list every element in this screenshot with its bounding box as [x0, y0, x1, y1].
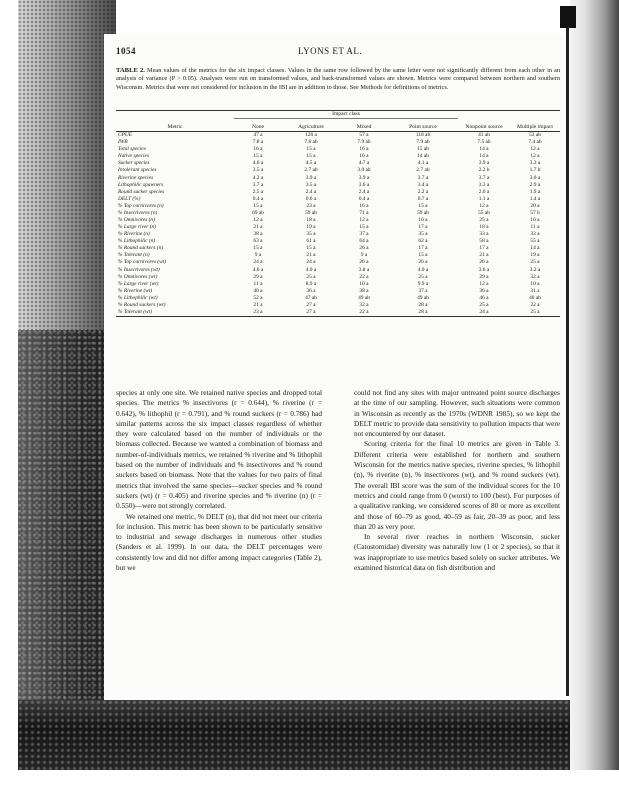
metric-value-cell: 29 a — [253, 273, 263, 280]
metric-value-cell: 12 a — [530, 153, 540, 160]
table-body — [116, 132, 560, 317]
metric-name-cell: % Lithophilic (wt) — [118, 294, 158, 301]
metric-value-cell: 59 ab — [305, 209, 317, 216]
metric-name-cell: % Omnivores (n) — [118, 217, 155, 224]
table-row — [116, 146, 560, 153]
metric-value-cell: 37 a — [359, 231, 369, 238]
column-header: None — [251, 124, 265, 130]
metric-name-cell: % Round suckers (wt) — [118, 301, 166, 308]
metric-value-cell: 7.9 ab — [416, 139, 430, 146]
metric-value-cell: 57 a — [359, 132, 369, 139]
metric-name-cell: % Insectivores (n) — [118, 209, 158, 216]
table-bottom-rule — [116, 316, 560, 317]
metric-name-cell: Sucker species — [118, 160, 150, 167]
metric-value-cell: 16 a — [359, 202, 369, 209]
metric-value-cell: 7.9 ab — [357, 139, 371, 146]
metric-value-cell: 4.1 a — [417, 160, 429, 167]
table-row — [116, 252, 560, 259]
table-row — [116, 182, 560, 189]
metric-value-cell: 33 a — [530, 231, 540, 238]
table-row — [116, 231, 560, 238]
metric-value-cell: 22 a — [359, 273, 369, 280]
column-header: Metric — [167, 124, 183, 130]
metric-value-cell: 7.5 ab — [477, 139, 491, 146]
metric-value-cell: 22 a — [359, 309, 369, 316]
metric-value-cell: 2.4 a — [305, 188, 317, 195]
table-row — [116, 245, 560, 252]
metric-value-cell: 26 a — [479, 259, 489, 266]
metric-value-cell: 9 a — [360, 252, 368, 259]
caption-text: Mean values of the metrics for the six impact classes. Values in the same row followed by the same letter were not significantly different from each other in an analysis of variance (P > 0.05). Analyses were run on transformed values, and back-transformed values are shown. Metrics were compared between northern and southern Wisconsin. Metrics that were not considered for inclusion in the IBI are in addition to those. See Methods for definitions of metrics. — [116, 67, 560, 91]
metric-name-cell: % Lithophilic (n) — [118, 238, 156, 245]
table-row — [116, 302, 560, 309]
column-header: Nonpoint source — [465, 124, 503, 130]
metric-value-cell: 14 a — [530, 245, 540, 252]
table-row — [116, 217, 560, 224]
metric-name-cell: % Riverine (wt) — [118, 287, 153, 294]
table-row — [116, 167, 560, 174]
metric-value-cell: 62 a — [418, 238, 428, 245]
column-header: Point source — [409, 124, 437, 130]
metric-value-cell: 0.4 a — [358, 195, 370, 202]
metric-value-cell: 1.9 a — [529, 188, 541, 195]
metric-value-cell: 3.7 a — [478, 174, 490, 181]
column-header: Mixed — [356, 124, 372, 130]
metric-value-cell: 25 a — [530, 259, 540, 266]
body-column-right — [354, 388, 560, 573]
metric-value-cell: 31 a — [530, 287, 540, 294]
table-row — [116, 175, 560, 182]
metric-value-cell: 38 a — [253, 231, 263, 238]
metric-value-cell: 12 a — [479, 280, 489, 287]
metric-value-cell: 71 a — [359, 209, 369, 216]
metric-value-cell: 28 a — [418, 301, 428, 308]
metric-value-cell: 24 a — [253, 259, 263, 266]
metric-name-cell: IWB — [118, 139, 128, 146]
metric-value-cell: 10 a — [530, 280, 540, 287]
metric-name-cell: % Top carnivores (wt) — [118, 259, 166, 266]
metric-value-cell: 3.2 a — [529, 266, 541, 273]
metric-value-cell: 12 a — [253, 217, 263, 224]
table-row — [116, 132, 560, 140]
metric-value-cell: 10 a — [359, 280, 369, 287]
metric-value-cell: 24 a — [306, 259, 316, 266]
body-paragraph: species at only one site. We retained native species and dropped total species. The metrics % insectivores (r = 0.644), % riverine (r = 0.642), % lithophil (r = 0.791), and % round suckers (r = 0.786) had similar patterns across the six impact classes regardless of whether they were calculated based on the number of individuals or the biomass collected. Because we wanted a combination of biomass and number-of-individuals metrics, we retained % riverine and % lithophil based on the number of individuals and % insectivores and % round suckers based on biomass. Note that the values for two pairs of final metrics that involved the same species—sucker species and % round suckers (wt) (r = 0.405) and riverine species and % riverine (n) (r = 0.550)—were not strongly correlated. — [116, 388, 322, 511]
metric-value-cell: 14 a — [479, 153, 489, 160]
metric-value-cell: 36 a — [306, 287, 316, 294]
body-paragraph: We retained one metric, % DELT (n), that did not meet our criteria for inclusion. This metric has been shown to be particularly sensitive to industrial and sewage discharges in numerous other studies (Sanders et al. 1999). In our data, the DELT percentages were consistently low and did not differ among impact categories (Table 2), but we — [116, 511, 322, 573]
caption-label: TABLE 2. — [116, 67, 145, 74]
metric-value-cell: 41 ab — [478, 132, 490, 139]
metric-value-cell: 2.2 b — [478, 167, 490, 174]
scan-corner-mark — [560, 6, 576, 28]
metric-value-cell: 23 a — [253, 309, 263, 316]
metric-value-cell: 26 a — [359, 259, 369, 266]
metric-value-cell: 3.6 a — [478, 266, 490, 273]
metric-value-cell: 49 ab — [417, 294, 429, 301]
metric-value-cell: 35 a — [418, 231, 428, 238]
metric-value-cell: 21 a — [479, 252, 489, 259]
metric-value-cell: 15 a — [306, 245, 316, 252]
metric-value-cell: 3.5 a — [305, 181, 317, 188]
metric-value-cell: 57 b — [530, 209, 540, 216]
metric-value-cell: 0.7 a — [417, 195, 429, 202]
column-header: Multiple impact — [517, 124, 553, 130]
metric-value-cell: 2.5 a — [252, 188, 264, 195]
table-row — [116, 210, 560, 217]
metric-value-cell: 12 a — [359, 217, 369, 224]
metric-value-cell: 0.6 a — [305, 195, 317, 202]
metric-name-cell: % Riverine (n) — [118, 231, 150, 238]
metric-value-cell: 15 a — [306, 153, 316, 160]
scan-shadow-left-top — [18, 0, 116, 330]
scan-shadow-right — [570, 0, 619, 770]
metric-name-cell: % Large river (wt) — [118, 280, 159, 287]
metric-name-cell: Lithophilic spawners — [118, 181, 164, 188]
metric-value-cell: 28 a — [418, 309, 428, 316]
metric-name-cell: % Insectivores (wt) — [118, 266, 160, 273]
metrics-table — [116, 111, 560, 316]
metric-value-cell: 27 a — [306, 309, 316, 316]
metric-value-cell: 15 a — [359, 224, 369, 231]
metric-value-cell: 1.1 a — [478, 195, 490, 202]
metric-value-cell: 2.0 a — [478, 188, 490, 195]
metric-value-cell: 3.3 a — [478, 181, 490, 188]
body-paragraph: Scoring criteria for the final 10 metrics are given in Table 3. Different criteria were established for northern and southern Wisconsin for the metrics native species, riverine species, % lithophil (n), % riverine (n), % insectivores (wt), and % round suckers (wt). The overall IBI score was the sum of the individual scores for the 10 metrics and could range from 0 (worst) to 100 (best). For purposes of a qualitative ranking, we considered scores of 80 or more as excellent and those of 60–79 as good, 40–59 as fair, 20–39 as poor, and less than 20 as very poor. — [354, 439, 560, 531]
metric-value-cell: 27 a — [306, 301, 316, 308]
metric-value-cell: 16 a — [253, 146, 263, 153]
table-caption — [116, 67, 560, 92]
metric-value-cell: 18 a — [479, 224, 489, 231]
metric-value-cell: 35 a — [306, 231, 316, 238]
metric-value-cell: 52 a — [253, 294, 263, 301]
metric-value-cell: 8.9 a — [305, 280, 317, 287]
metric-value-cell: 40 ab — [529, 294, 541, 301]
column-header: Agriculture — [298, 124, 324, 130]
metric-name-cell: Round sucker species — [118, 188, 165, 195]
metric-value-cell: 7.4 ab — [528, 139, 542, 146]
metric-value-cell: 18 a — [306, 217, 316, 224]
metric-value-cell: 126 a — [305, 132, 317, 139]
body-column-left — [116, 388, 322, 573]
metric-value-cell: 2.2 a — [417, 188, 429, 195]
metric-value-cell: 0.4 a — [252, 195, 264, 202]
table-row — [116, 259, 560, 266]
table-row — [116, 224, 560, 231]
metric-value-cell: 58 a — [479, 238, 489, 245]
metric-value-cell: 3.7 a — [417, 174, 429, 181]
metric-value-cell: 118 ab — [415, 132, 431, 139]
impact-class-header: Impact class — [234, 111, 458, 119]
page-number: 1054 — [116, 46, 136, 56]
metric-value-cell: 23 a — [306, 202, 316, 209]
metric-value-cell: 32 a — [359, 301, 369, 308]
metric-value-cell: 15 ab — [417, 146, 429, 153]
metric-value-cell: 64 a — [359, 238, 369, 245]
metric-value-cell: 55 a — [530, 238, 540, 245]
table-row — [116, 139, 560, 146]
metric-value-cell: 16 a — [530, 217, 540, 224]
metric-value-cell: 4.7 a — [358, 160, 370, 167]
metric-value-cell: 14 ab — [417, 153, 429, 160]
metric-name-cell: % Tolerant (wt) — [118, 309, 152, 316]
body-paragraph: In several river reaches in northern Wisconsin, sucker (Catostomidae) diversity was naturally low (1 or 2 species), so that it was inappropriate to use metrics based solely on sucker attributes. We examined historical data on fish distribution and — [354, 532, 560, 573]
metric-value-cell: 3.0 ab — [357, 167, 371, 174]
metric-value-cell: 4.0 a — [305, 266, 317, 273]
metric-value-cell: 9 a — [254, 252, 262, 259]
metric-value-cell: 3.6 a — [358, 181, 370, 188]
metric-value-cell: 32 a — [530, 273, 540, 280]
table-row — [116, 309, 560, 316]
table-row — [116, 274, 560, 281]
table-column-headers — [116, 119, 560, 132]
metric-value-cell: 3.8 a — [358, 266, 370, 273]
metric-value-cell: 15 a — [253, 245, 263, 252]
metric-value-cell: 16 a — [359, 146, 369, 153]
metric-name-cell: Native species — [118, 153, 149, 160]
metric-value-cell: 40 a — [253, 287, 263, 294]
metric-value-cell: 1.4 a — [529, 195, 541, 202]
body-paragraph: could not find any sites with major untreated point source discharges at the time of our sampling. However, such situations were common in Wisconsin as recently as the 1970s (WDNR 1985), so we kept the DELT metric to provide data sensitivity to pollution impacts that were not encountered by our dataset. — [354, 388, 560, 439]
metric-value-cell: 47 ab — [305, 294, 317, 301]
metric-value-cell: 37 a — [418, 287, 428, 294]
metric-value-cell: 17 a — [418, 224, 428, 231]
metric-value-cell: 3.5 a — [252, 167, 264, 174]
metric-value-cell: 14 a — [479, 146, 489, 153]
metric-value-cell: 3.0 a — [529, 174, 541, 181]
scan-edge-line — [566, 6, 569, 696]
metric-value-cell: 21 a — [306, 252, 316, 259]
metric-value-cell: 59 ab — [417, 209, 429, 216]
table-row — [116, 153, 560, 160]
metric-value-cell: 7.8 a — [252, 139, 264, 146]
metric-value-cell: 3.9 a — [305, 174, 317, 181]
metric-value-cell: 4.6 a — [252, 160, 264, 167]
table-row — [116, 196, 560, 203]
metric-value-cell: 22 a — [530, 301, 540, 308]
table-row — [116, 281, 560, 288]
table-row — [116, 238, 560, 245]
metric-value-cell: 3.7 a — [252, 181, 264, 188]
metric-value-cell: 36 a — [479, 287, 489, 294]
metric-value-cell: 69 ab — [252, 209, 264, 216]
metric-value-cell: 7.8 ab — [304, 139, 318, 146]
metric-value-cell: 2.9 a — [529, 181, 541, 188]
table-row — [116, 267, 560, 274]
metric-value-cell: 15 a — [306, 146, 316, 153]
metric-value-cell: 20 a — [530, 202, 540, 209]
metric-value-cell: 19 a — [530, 252, 540, 259]
metric-value-cell: 21 a — [253, 301, 263, 308]
metric-value-cell: 16 a — [359, 153, 369, 160]
metric-value-cell: 2.7 ab — [304, 167, 318, 174]
metric-value-cell: 15 a — [418, 202, 428, 209]
metric-value-cell: 4.2 a — [252, 174, 264, 181]
scan-shadow-bottom — [18, 700, 619, 770]
metric-name-cell: % Round suckers (n) — [118, 245, 164, 252]
metrics-table-wrapper — [116, 110, 560, 317]
metric-value-cell: 19 a — [306, 224, 316, 231]
metric-value-cell: 12 a — [530, 146, 540, 153]
metric-value-cell: 12 a — [479, 202, 489, 209]
metric-name-cell: % Tolerant (n) — [118, 252, 150, 259]
metric-value-cell: 16 a — [418, 217, 428, 224]
table-row — [116, 160, 560, 167]
metric-value-cell: 3.9 a — [358, 174, 370, 181]
metric-value-cell: 33 a — [479, 231, 489, 238]
metric-value-cell: 2.7 ab — [416, 167, 430, 174]
metric-value-cell: 49 ab — [358, 294, 370, 301]
metric-name-cell: % Top carnivores (n) — [118, 202, 164, 209]
metric-value-cell: 4.6 a — [252, 266, 264, 273]
metric-value-cell: 29 a — [479, 273, 489, 280]
metric-name-cell: CPUE — [118, 132, 133, 139]
metric-value-cell: 15 a — [253, 153, 263, 160]
metric-name-cell: DELT (%) — [118, 195, 141, 202]
metric-name-cell: % Omnivores (wt) — [118, 273, 158, 280]
metric-value-cell: 26 a — [418, 259, 428, 266]
metric-value-cell: 17 a — [479, 245, 489, 252]
metric-name-cell: Riverine species — [118, 174, 154, 181]
metric-value-cell: 17 a — [418, 245, 428, 252]
metric-value-cell: 25 a — [479, 217, 489, 224]
metric-value-cell: 9.9 a — [417, 280, 429, 287]
metric-value-cell: 15 a — [253, 202, 263, 209]
metric-value-cell: 53 ab — [529, 132, 541, 139]
table-row — [116, 189, 560, 196]
table-row — [116, 203, 560, 210]
metric-value-cell: 47 a — [253, 132, 263, 139]
metric-value-cell: 25 a — [418, 273, 428, 280]
metric-value-cell: 4.5 a — [305, 160, 317, 167]
metric-value-cell: 25 a — [479, 301, 489, 308]
metric-value-cell: 61 a — [306, 238, 316, 245]
metric-value-cell: 11 a — [530, 224, 540, 231]
metric-name-cell: % Large river (n) — [118, 224, 156, 231]
running-head: LYONS ET AL. — [298, 46, 363, 56]
table-row — [116, 295, 560, 302]
scan-shadow-left — [18, 330, 116, 752]
metric-value-cell: 21 a — [253, 224, 263, 231]
metric-value-cell: 4.0 a — [417, 266, 429, 273]
metric-value-cell: 55 ab — [478, 209, 490, 216]
metric-name-cell: Intolerant species — [118, 167, 157, 174]
metric-name-cell: Total species — [118, 146, 146, 153]
table-row — [116, 288, 560, 295]
metric-value-cell: 63 a — [253, 238, 263, 245]
metric-value-cell: 3.3 a — [529, 160, 541, 167]
metric-value-cell: 1.7 b — [529, 167, 541, 174]
metric-value-cell: 25 a — [306, 273, 316, 280]
metric-value-cell: 3.4 a — [417, 181, 429, 188]
metric-value-cell: 25 a — [530, 309, 540, 316]
metric-value-cell: 15 a — [418, 252, 428, 259]
metric-value-cell: 26 a — [359, 245, 369, 252]
metric-value-cell: 38 a — [359, 287, 369, 294]
metric-value-cell: 46 a — [479, 294, 489, 301]
metric-value-cell: 2.4 a — [358, 188, 370, 195]
metric-value-cell: 11 a — [253, 280, 263, 287]
metric-value-cell: 24 a — [479, 309, 489, 316]
metric-value-cell: 3.9 a — [478, 160, 490, 167]
